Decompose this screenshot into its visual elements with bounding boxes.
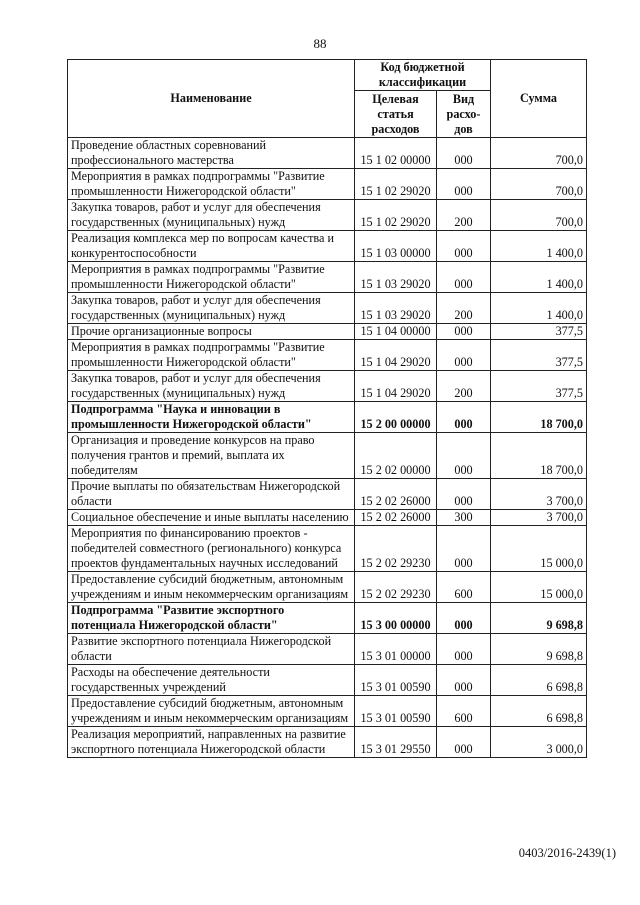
- kind-cell: 000: [437, 526, 491, 572]
- code-cell: 15 1 02 29020: [355, 169, 437, 200]
- table-row: [68, 200, 587, 231]
- name-cell: Прочие выплаты по обязательствам Нижегородской области: [68, 479, 355, 510]
- sum-cell: 3 000,0: [491, 727, 587, 758]
- name-cell: Мероприятия в рамках подпрограммы "Развитие промышленности Нижегородской области": [68, 169, 355, 200]
- kind-cell: 000: [437, 262, 491, 293]
- table-row: [68, 526, 587, 572]
- table-row: [68, 402, 587, 433]
- name-cell: Мероприятия в рамках подпрограммы "Развитие промышленности Нижегородской области": [68, 262, 355, 293]
- code-cell: 15 1 04 00000: [355, 324, 437, 340]
- kind-cell: 200: [437, 371, 491, 402]
- sum-cell: 15 000,0: [491, 526, 587, 572]
- sum-cell: 6 698,8: [491, 696, 587, 727]
- code-cell: 15 3 00 00000: [355, 603, 437, 634]
- kind-cell: 000: [437, 324, 491, 340]
- table-header-row: [68, 60, 587, 91]
- sum-cell: 9 698,8: [491, 603, 587, 634]
- kind-cell: 000: [437, 603, 491, 634]
- sum-cell: 18 700,0: [491, 433, 587, 479]
- table-row: [68, 231, 587, 262]
- table-row: [68, 479, 587, 510]
- table-row: [68, 262, 587, 293]
- code-cell: 15 1 03 29020: [355, 293, 437, 324]
- sum-cell: 700,0: [491, 200, 587, 231]
- sum-cell: 15 000,0: [491, 572, 587, 603]
- sum-cell: 377,5: [491, 340, 587, 371]
- table-row: [68, 433, 587, 479]
- code-cell: 15 2 02 26000: [355, 510, 437, 526]
- kind-cell: 000: [437, 231, 491, 262]
- sum-cell: 3 700,0: [491, 510, 587, 526]
- sum-cell: 700,0: [491, 169, 587, 200]
- table-row: [68, 572, 587, 603]
- name-cell: Подпрограмма "Развитие экспортного потенциала Нижегородской области": [68, 603, 355, 634]
- name-cell: Закупка товаров, работ и услуг для обеспечения государственных (муниципальных) нужд: [68, 371, 355, 402]
- code-cell: 15 1 03 00000: [355, 231, 437, 262]
- kind-cell: 000: [437, 402, 491, 433]
- kind-cell: 600: [437, 572, 491, 603]
- code-cell: 15 1 02 29020: [355, 200, 437, 231]
- name-cell: Проведение областных соревнований профессионального мастерства: [68, 138, 355, 169]
- name-cell: Развитие экспортного потенциала Нижегородской области: [68, 634, 355, 665]
- name-cell: Закупка товаров, работ и услуг для обеспечения государственных (муниципальных) нужд: [68, 200, 355, 231]
- name-cell: Реализация мероприятий, направленных на развитие экспортного потенциала Нижегородской области: [68, 727, 355, 758]
- sum-cell: 18 700,0: [491, 402, 587, 433]
- kind-cell: 000: [437, 479, 491, 510]
- table-row: [68, 510, 587, 526]
- code-cell: 15 3 01 00000: [355, 634, 437, 665]
- code-cell: 15 2 02 00000: [355, 433, 437, 479]
- name-cell: Расходы на обеспечение деятельности государственных учреждений: [68, 665, 355, 696]
- table-row: [68, 293, 587, 324]
- kind-cell: 000: [437, 727, 491, 758]
- code-cell: 15 2 00 00000: [355, 402, 437, 433]
- code-cell: 15 1 04 29020: [355, 340, 437, 371]
- kind-cell: 600: [437, 696, 491, 727]
- sum-cell: 377,5: [491, 371, 587, 402]
- document-code: 0403/2016-2439(1): [518, 846, 616, 860]
- code-cell: 15 3 01 00590: [355, 696, 437, 727]
- code-cell: 15 1 03 29020: [355, 262, 437, 293]
- kind-cell: 300: [437, 510, 491, 526]
- kind-cell: 200: [437, 200, 491, 231]
- sum-cell: 1 400,0: [491, 231, 587, 262]
- name-cell: Мероприятия в рамках подпрограммы "Развитие промышленности Нижегородской области": [68, 340, 355, 371]
- header-target-article: Целевая статья расходов: [355, 91, 437, 138]
- table-row: [68, 696, 587, 727]
- code-cell: 15 2 02 29230: [355, 526, 437, 572]
- header-expense-kind: Вид расхо-дов: [437, 91, 491, 138]
- table-row: [68, 371, 587, 402]
- name-cell: Социальное обеспечение и иные выплаты населению: [68, 510, 355, 526]
- name-cell: Прочие организационные вопросы: [68, 324, 355, 340]
- table-body: [68, 138, 587, 758]
- budget-table: [67, 59, 587, 758]
- table-row: [68, 138, 587, 169]
- kind-cell: 000: [437, 138, 491, 169]
- header-amount: Сумма: [491, 60, 587, 138]
- name-cell: Реализация комплекса мер по вопросам качества и конкурентоспособности: [68, 231, 355, 262]
- sum-cell: 6 698,8: [491, 665, 587, 696]
- name-cell: Предоставление субсидий бюджетным, автономным учреждениям и иным некоммерческим организациям: [68, 572, 355, 603]
- kind-cell: 000: [437, 634, 491, 665]
- sum-cell: 1 400,0: [491, 293, 587, 324]
- table-row: [68, 665, 587, 696]
- code-cell: 15 1 04 29020: [355, 371, 437, 402]
- code-cell: 15 2 02 26000: [355, 479, 437, 510]
- sum-cell: 9 698,8: [491, 634, 587, 665]
- table-row: [68, 603, 587, 634]
- table-row: [68, 324, 587, 340]
- kind-cell: 200: [437, 293, 491, 324]
- code-cell: 15 3 01 29550: [355, 727, 437, 758]
- table-row: [68, 634, 587, 665]
- kind-cell: 000: [437, 665, 491, 696]
- sum-cell: 700,0: [491, 138, 587, 169]
- code-cell: 15 1 02 00000: [355, 138, 437, 169]
- name-cell: Мероприятия по финансированию проектов - победителей совместного (регионального) конкурса проектов фундаментальных научных исследований: [68, 526, 355, 572]
- sum-cell: 3 700,0: [491, 479, 587, 510]
- name-cell: Подпрограмма "Наука и инновации в промышленности Нижегородской области": [68, 402, 355, 433]
- page-number: 88: [313, 36, 327, 51]
- sum-cell: 1 400,0: [491, 262, 587, 293]
- kind-cell: 000: [437, 169, 491, 200]
- code-cell: 15 3 01 00590: [355, 665, 437, 696]
- code-cell: 15 2 02 29230: [355, 572, 437, 603]
- kind-cell: 000: [437, 433, 491, 479]
- table-row: [68, 340, 587, 371]
- kind-cell: 000: [437, 340, 491, 371]
- table-row: [68, 169, 587, 200]
- header-code-group: Код бюджетной классификации: [355, 60, 491, 91]
- name-cell: Организация и проведение конкурсов на право получения грантов и премий, выплата их победителям: [68, 433, 355, 479]
- name-cell: Закупка товаров, работ и услуг для обеспечения государственных (муниципальных) нужд: [68, 293, 355, 324]
- name-cell: Предоставление субсидий бюджетным, автономным учреждениям и иным некоммерческим организациям: [68, 696, 355, 727]
- header-name: Наименование: [68, 60, 355, 138]
- sum-cell: 377,5: [491, 324, 587, 340]
- table-row: [68, 727, 587, 758]
